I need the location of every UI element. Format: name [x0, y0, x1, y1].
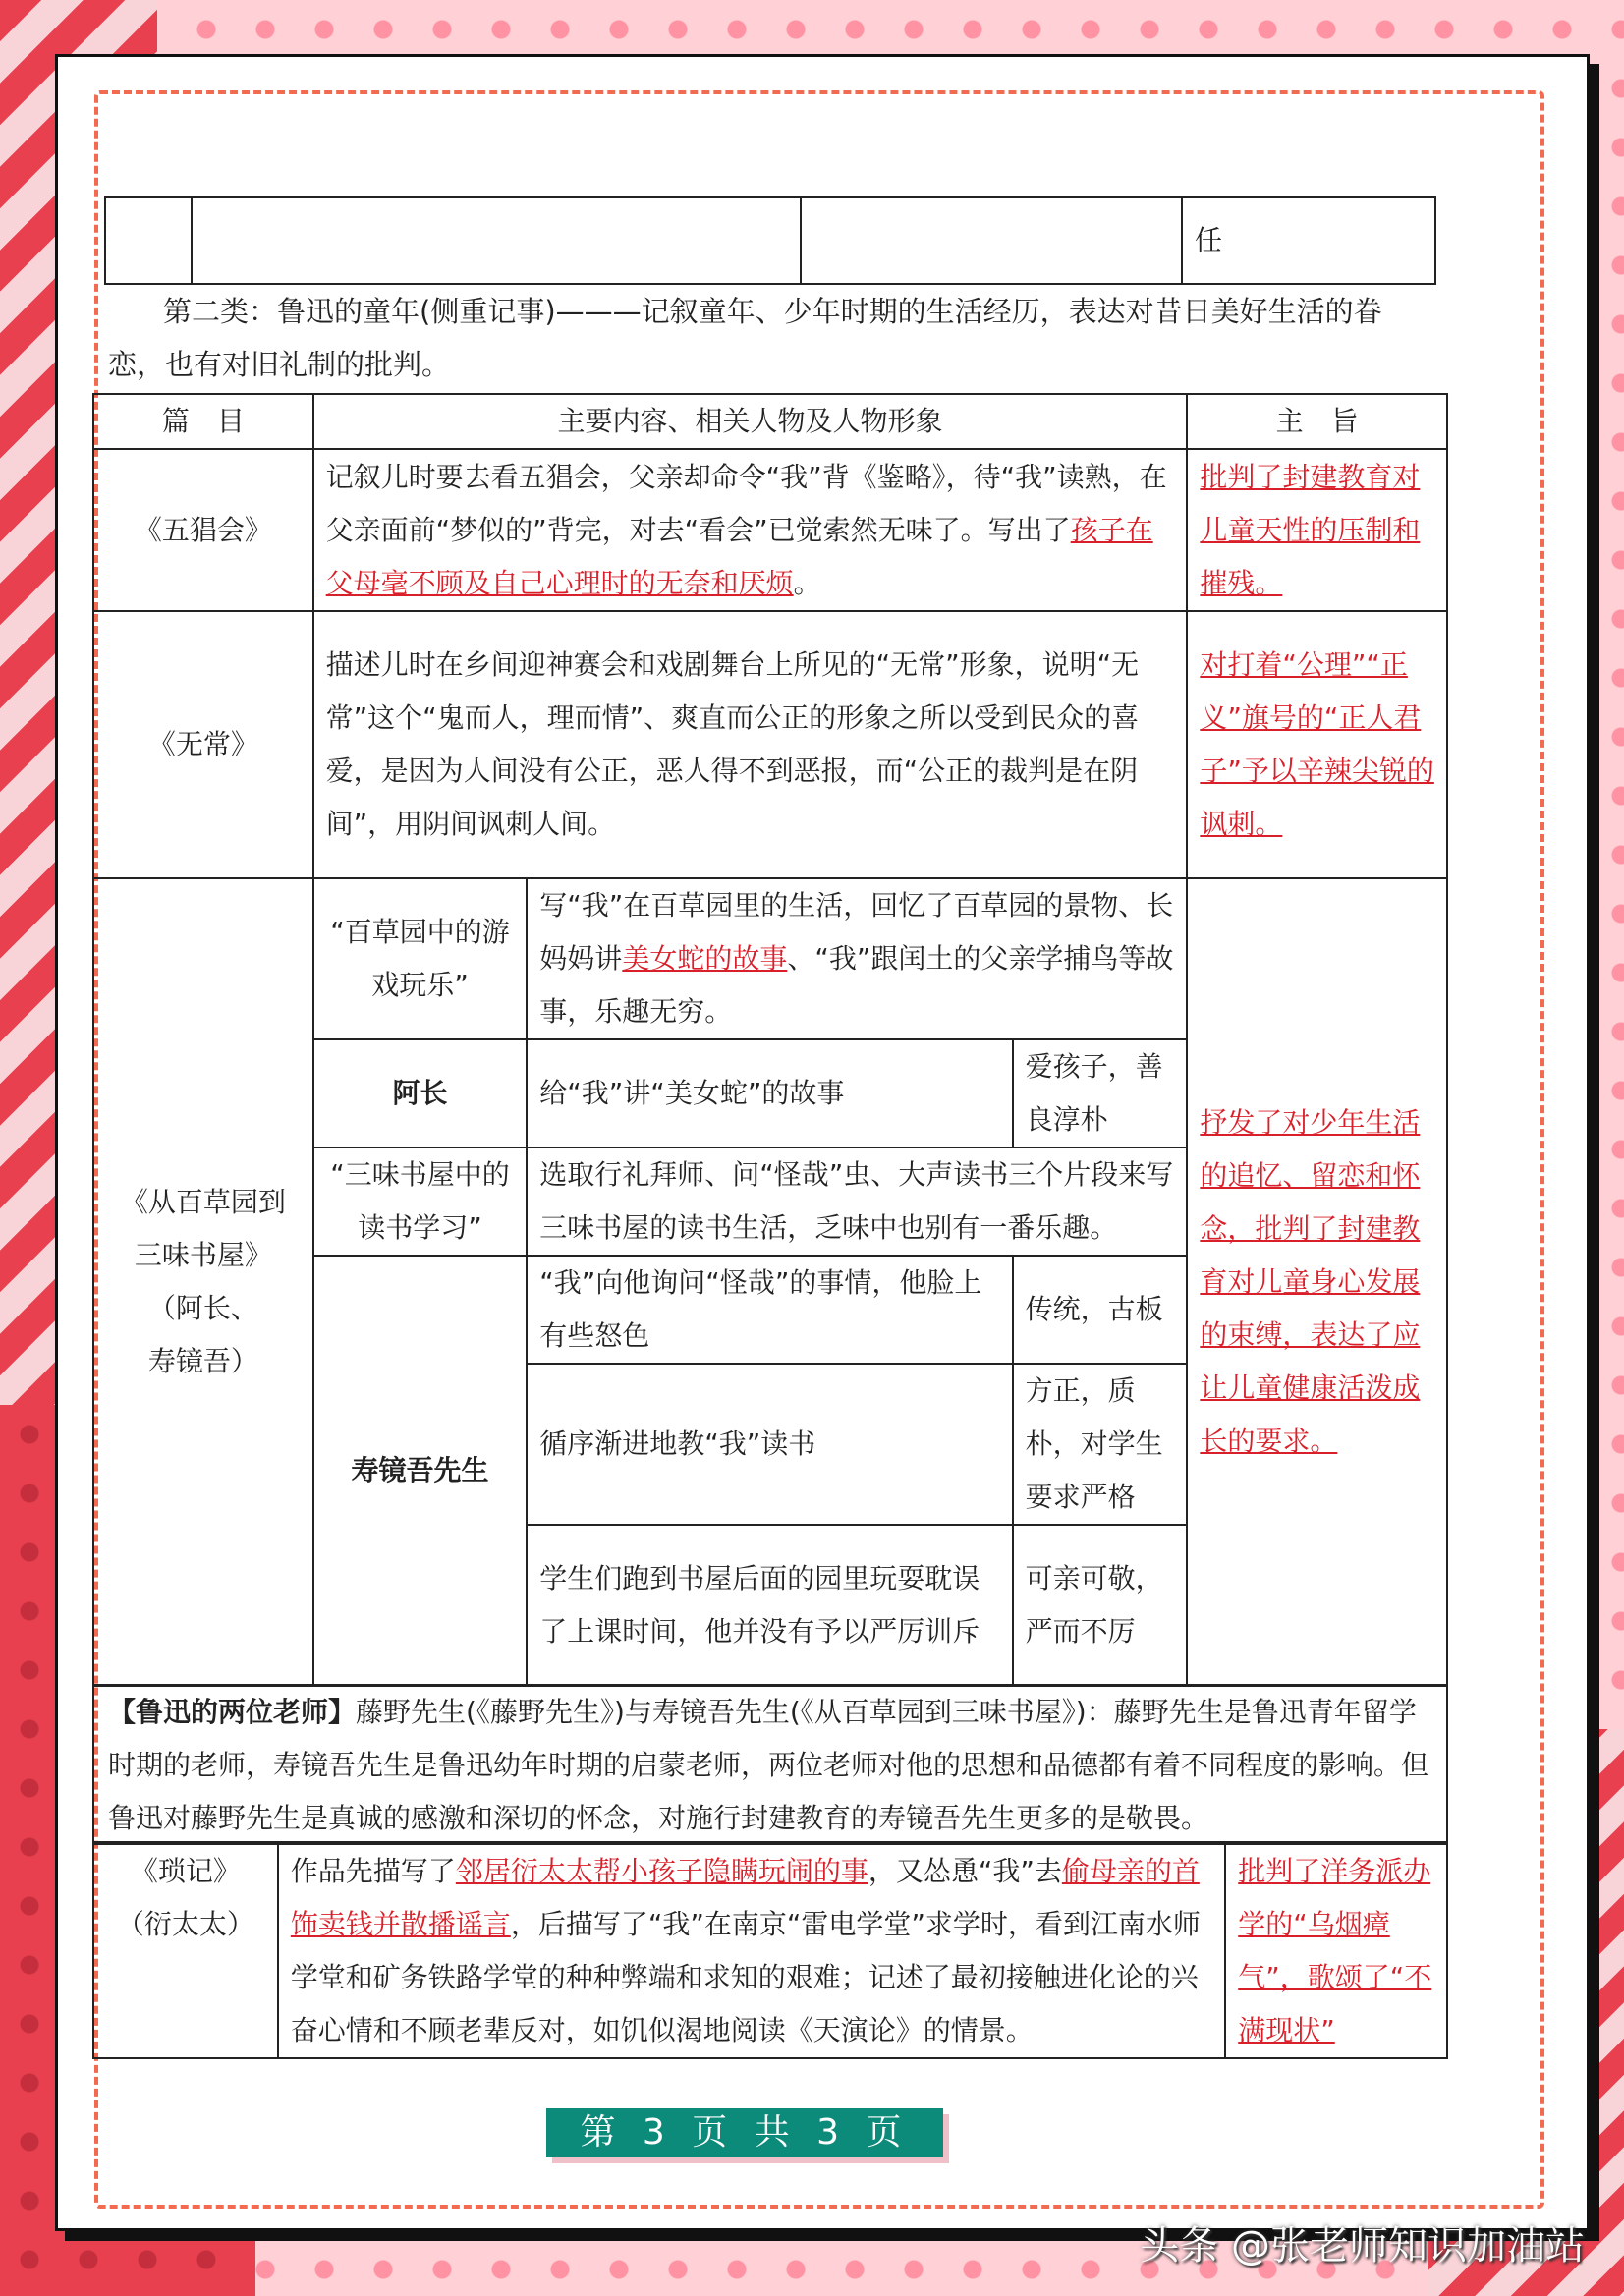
highlight-text: 孩子在父母毫不顾及自己心理时的无奈和厌烦 [325, 513, 1153, 599]
trait-achang: 爱孩子，善良淳朴 [1013, 1039, 1188, 1148]
highlight-text: 偷母亲的首饰卖钱并散播谣言 [290, 1855, 1200, 1940]
title-line: 《从百草园到 [120, 1186, 286, 1218]
childhood-table [92, 393, 1448, 1687]
theme-baicaoyuan: 抒发了对少年生活的追忆、留恋和怀念，批判了封建教育对儿童身心发展的束缚，表达了应让儿童健康活泼成长的要求。 [1187, 878, 1447, 1686]
title-wuchanghui: 《五猖会》 [93, 449, 313, 611]
label-baicao-play: “百草园中的游戏玩乐” [313, 878, 528, 1039]
title-line: 三味书屋》 [134, 1239, 272, 1271]
note-text: 藤野先生(《藤野先生》)与寿镜吾先生(《从百草园到三味书屋》)：藤野先生是鲁迅青年留学时期的老师，寿镜吾先生是鲁迅幼年时期的启蒙老师，两位老师对他的思想和品德都有着不同程度的影响。但鲁迅对藤野先生是真诚的感激和深切的怀念，对施行封建教育的寿镜吾先生更多的是敬畏。 [108, 1696, 1429, 1834]
watermark: 头条 @张老师知识加油站 [1140, 2223, 1585, 2268]
teachers-note [92, 1684, 1448, 1843]
cell [105, 197, 192, 284]
highlight-text: 美女蛇的故事 [622, 942, 788, 975]
page-number-banner: 第 3 页 共 3 页 [546, 2108, 943, 2157]
cell [801, 197, 1182, 284]
label-sanwei-study: “三味书屋中的读书学习” [313, 1148, 528, 1256]
theme-wuchang: 对打着“公理”“正义”旗号的“正人君子”予以辛辣尖锐的讽刺。 [1187, 611, 1447, 878]
content-achang: 给“我”讲“美女蛇”的故事 [527, 1039, 1012, 1148]
text: ，又怂恿“我”去 [868, 1855, 1062, 1887]
content-sanwei-study: 选取行礼拜师、问“怪哉”虫、大声读书三个片段来写三味书屋的读书生活，乏味中也别有一番乐趣。 [527, 1148, 1187, 1256]
content-wuchang: 描述儿时在乡间迎神赛会和戏剧舞台上所见的“无常”形象，说明“无常”这个“鬼而人，理而情”、爽直而公正的形象之所以受到民众的喜爱，是因为人间没有公正，恶人得不到恶报，而“公正的裁判是在阴间”，用阴间讽刺人间。 [313, 611, 1188, 878]
title-baicaoyuan [93, 878, 313, 1686]
text: 。 [793, 566, 821, 599]
text: ，后描写了“我”在南京“雷电学堂”求学时，看到江南水师学堂和矿务铁路学堂的种种弊端和求知的艰难；记述了最初接触进化论的兴奋心情和不顾老辈反对，如饥似渴地阅读《天演论》的情景。 [290, 1908, 1201, 2046]
label-shoujingwu: 寿镜吾先生 [313, 1256, 528, 1686]
trait-shoujingwu-1: 传统，古板 [1013, 1256, 1188, 1364]
trait-shoujingwu-2: 方正，质朴，对学生要求严格 [1013, 1364, 1188, 1525]
title-line: 寿镜吾） [147, 1345, 258, 1377]
previous-table-tail [104, 196, 1436, 285]
trait-shoujingwu-3: 可亲可敬，严而不厉 [1013, 1525, 1188, 1686]
cell [192, 197, 801, 284]
content-suoji [278, 1844, 1225, 2058]
cell: 任 [1182, 197, 1435, 284]
content-shoujingwu-2: 循序渐进地教“我”读书 [527, 1364, 1012, 1525]
header-content: 主要内容、相关人物及人物形象 [313, 394, 1188, 449]
title-suoji [93, 1844, 278, 2058]
content-shoujingwu-3: 学生们跑到书屋后面的园里玩耍耽误了上课时间，他并没有予以严厉训斥 [527, 1525, 1012, 1686]
content-baicao-play [527, 878, 1187, 1039]
title-line: （衍太太） [116, 1908, 254, 1940]
note-label: 【鲁迅的两位老师】 [108, 1696, 357, 1728]
text: 、“我”跟闰土的父亲学捕鸟等故事，乐趣无穷。 [539, 942, 1174, 1028]
header-theme: 主 旨 [1187, 394, 1447, 449]
text: 记叙儿时要去看五猖会，父亲却命令“我”背《鉴略》，待“我”读熟，在父亲面前“梦似的”背完，对去“看会”已觉索然无味了。写出了 [325, 460, 1167, 546]
content-wuchanghui [313, 449, 1188, 611]
label-achang: 阿长 [313, 1039, 528, 1148]
title-line: （阿长、 [147, 1292, 258, 1324]
title-wuchang: 《无常》 [93, 611, 313, 878]
theme-wuchanghui: 批判了封建教育对儿童天性的压制和摧残。 [1187, 449, 1447, 611]
text: 作品先描写了 [290, 1855, 456, 1887]
title-line: 《琐记》 [130, 1855, 241, 1887]
content-shoujingwu-1: “我”向他询问“怪哉”的事情，他脸上有些怒色 [527, 1256, 1012, 1364]
suoji-table [92, 1843, 1448, 2059]
theme-suoji: 批判了洋务派办学的“乌烟瘴气”，歌颂了“不满现状” [1225, 1844, 1447, 2058]
highlight-text: 邻居衍太太帮小孩子隐瞒玩闹的事 [455, 1855, 868, 1887]
text: 写“我”在百草园里的生活，回忆了百草园的景物、长妈妈讲 [539, 889, 1174, 975]
section-intro: 第二类：鲁迅的童年(侧重记事)———记叙童年、少年时期的生活经历，表达对昔日美好生活的眷恋，也有对旧礼制的批判。 [108, 295, 1382, 381]
header-title: 篇 目 [93, 394, 313, 449]
